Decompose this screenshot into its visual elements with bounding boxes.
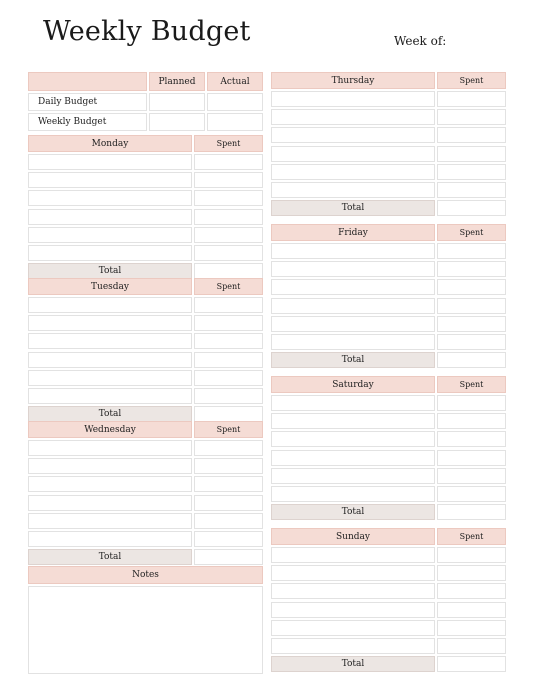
daily-budget-actual-field[interactable] (207, 93, 263, 111)
friday-spent-field[interactable] (437, 334, 506, 350)
week-of-label: Week of: (394, 34, 447, 48)
monday-item-field[interactable] (28, 227, 192, 243)
monday-item-field[interactable] (28, 209, 192, 225)
tuesday-spent-field[interactable] (194, 297, 263, 313)
friday-spent-field[interactable] (437, 298, 506, 314)
thursday-total-field[interactable] (437, 200, 506, 216)
tuesday-item-field[interactable] (28, 333, 192, 349)
sunday-item-field[interactable] (271, 547, 435, 563)
thursday-item-field[interactable] (271, 164, 435, 180)
friday-item-field[interactable] (271, 279, 435, 295)
sunday-item-field[interactable] (271, 620, 435, 636)
saturday-total-label: Total (271, 504, 435, 520)
sunday-item-field[interactable] (271, 602, 435, 618)
friday-total-label: Total (271, 352, 435, 368)
notes-area[interactable] (28, 586, 263, 674)
tuesday-header: Tuesday (28, 278, 192, 295)
sunday-item-field[interactable] (271, 638, 435, 654)
wednesday-item-field[interactable] (28, 495, 192, 511)
wednesday-spent-field[interactable] (194, 440, 263, 456)
saturday-item-field[interactable] (271, 486, 435, 502)
wednesday-spent-field[interactable] (194, 531, 263, 547)
actual-header: Actual (207, 72, 263, 91)
monday-spent-field[interactable] (194, 227, 263, 243)
saturday-spent-field[interactable] (437, 486, 506, 502)
planned-header: Planned (149, 72, 205, 91)
thursday-header: Thursday (271, 72, 435, 89)
sunday-spent-field[interactable] (437, 638, 506, 654)
friday-spent-header: Spent (437, 224, 506, 241)
tuesday-total-field[interactable] (194, 406, 263, 422)
thursday-item-field[interactable] (271, 146, 435, 162)
wednesday-spent-field[interactable] (194, 495, 263, 511)
friday-total-field[interactable] (437, 352, 506, 368)
monday-spent-field[interactable] (194, 154, 263, 170)
wednesday-item-field[interactable] (28, 531, 192, 547)
saturday-item-field[interactable] (271, 431, 435, 447)
tuesday-item-field[interactable] (28, 297, 192, 313)
saturday-spent-field[interactable] (437, 468, 506, 484)
sunday-spent-field[interactable] (437, 620, 506, 636)
saturday-header: Saturday (271, 376, 435, 393)
thursday-spent-field[interactable] (437, 182, 506, 198)
tuesday-spent-field[interactable] (194, 370, 263, 386)
wednesday-header: Wednesday (28, 421, 192, 438)
thursday-item-field[interactable] (271, 91, 435, 107)
monday-item-field[interactable] (28, 154, 192, 170)
monday-total-field[interactable] (194, 263, 263, 279)
thursday-spent-field[interactable] (437, 127, 506, 143)
sunday-spent-header: Spent (437, 528, 506, 545)
notes-header: Notes (28, 566, 263, 584)
monday-spent-field[interactable] (194, 245, 263, 261)
friday-item-field[interactable] (271, 261, 435, 277)
friday-spent-field[interactable] (437, 316, 506, 332)
wednesday-spent-field[interactable] (194, 476, 263, 492)
thursday-item-field[interactable] (271, 109, 435, 125)
monday-item-field[interactable] (28, 172, 192, 188)
friday-item-field[interactable] (271, 298, 435, 314)
tuesday-item-field[interactable] (28, 388, 192, 404)
friday-spent-field[interactable] (437, 261, 506, 277)
monday-spent-field[interactable] (194, 209, 263, 225)
friday-header: Friday (271, 224, 435, 241)
tuesday-item-field[interactable] (28, 315, 192, 331)
weekly-budget-label: Weekly Budget (28, 113, 147, 131)
wednesday-item-field[interactable] (28, 458, 192, 474)
friday-spent-field[interactable] (437, 243, 506, 259)
weekly-budget-planned-field[interactable] (149, 113, 205, 131)
tuesday-spent-field[interactable] (194, 333, 263, 349)
saturday-spent-field[interactable] (437, 431, 506, 447)
thursday-item-field[interactable] (271, 182, 435, 198)
daily-budget-label: Daily Budget (28, 93, 147, 111)
thursday-spent-field[interactable] (437, 109, 506, 125)
saturday-item-field[interactable] (271, 395, 435, 411)
tuesday-total-label: Total (28, 406, 192, 422)
sunday-header: Sunday (271, 528, 435, 545)
saturday-item-field[interactable] (271, 413, 435, 429)
thursday-spent-field[interactable] (437, 146, 506, 162)
friday-spent-field[interactable] (437, 279, 506, 295)
wednesday-spent-field[interactable] (194, 513, 263, 529)
thursday-spent-header: Spent (437, 72, 506, 89)
saturday-item-field[interactable] (271, 468, 435, 484)
monday-spent-field[interactable] (194, 172, 263, 188)
thursday-item-field[interactable] (271, 127, 435, 143)
monday-total-label: Total (28, 263, 192, 279)
monday-header: Monday (28, 135, 192, 152)
sunday-spent-field[interactable] (437, 583, 506, 599)
tuesday-spent-field[interactable] (194, 388, 263, 404)
wednesday-total-field[interactable] (194, 549, 263, 565)
saturday-spent-field[interactable] (437, 395, 506, 411)
monday-item-field[interactable] (28, 245, 192, 261)
wednesday-spent-field[interactable] (194, 458, 263, 474)
saturday-spent-header: Spent (437, 376, 506, 393)
wednesday-item-field[interactable] (28, 476, 192, 492)
sunday-spent-field[interactable] (437, 602, 506, 618)
sunday-spent-field[interactable] (437, 565, 506, 581)
friday-item-field[interactable] (271, 243, 435, 259)
friday-item-field[interactable] (271, 334, 435, 350)
tuesday-item-field[interactable] (28, 352, 192, 368)
saturday-total-field[interactable] (437, 504, 506, 520)
monday-item-field[interactable] (28, 190, 192, 206)
thursday-total-label: Total (271, 200, 435, 216)
page-title: Weekly Budget (43, 16, 251, 47)
saturday-spent-field[interactable] (437, 413, 506, 429)
sunday-total-field[interactable] (437, 656, 506, 672)
sunday-item-field[interactable] (271, 583, 435, 599)
friday-item-field[interactable] (271, 316, 435, 332)
thursday-spent-field[interactable] (437, 91, 506, 107)
monday-spent-header: Spent (194, 135, 263, 152)
wednesday-spent-header: Spent (194, 421, 263, 438)
daily-budget-planned-field[interactable] (149, 93, 205, 111)
budget-header-blank (28, 72, 147, 91)
sunday-item-field[interactable] (271, 565, 435, 581)
sunday-spent-field[interactable] (437, 547, 506, 563)
tuesday-item-field[interactable] (28, 370, 192, 386)
weekly-budget-actual-field[interactable] (207, 113, 263, 131)
wednesday-item-field[interactable] (28, 440, 192, 456)
tuesday-spent-header: Spent (194, 278, 263, 295)
tuesday-spent-field[interactable] (194, 352, 263, 368)
saturday-spent-field[interactable] (437, 450, 506, 466)
wednesday-total-label: Total (28, 549, 192, 565)
tuesday-spent-field[interactable] (194, 315, 263, 331)
thursday-spent-field[interactable] (437, 164, 506, 180)
monday-spent-field[interactable] (194, 190, 263, 206)
saturday-item-field[interactable] (271, 450, 435, 466)
wednesday-item-field[interactable] (28, 513, 192, 529)
sunday-total-label: Total (271, 656, 435, 672)
